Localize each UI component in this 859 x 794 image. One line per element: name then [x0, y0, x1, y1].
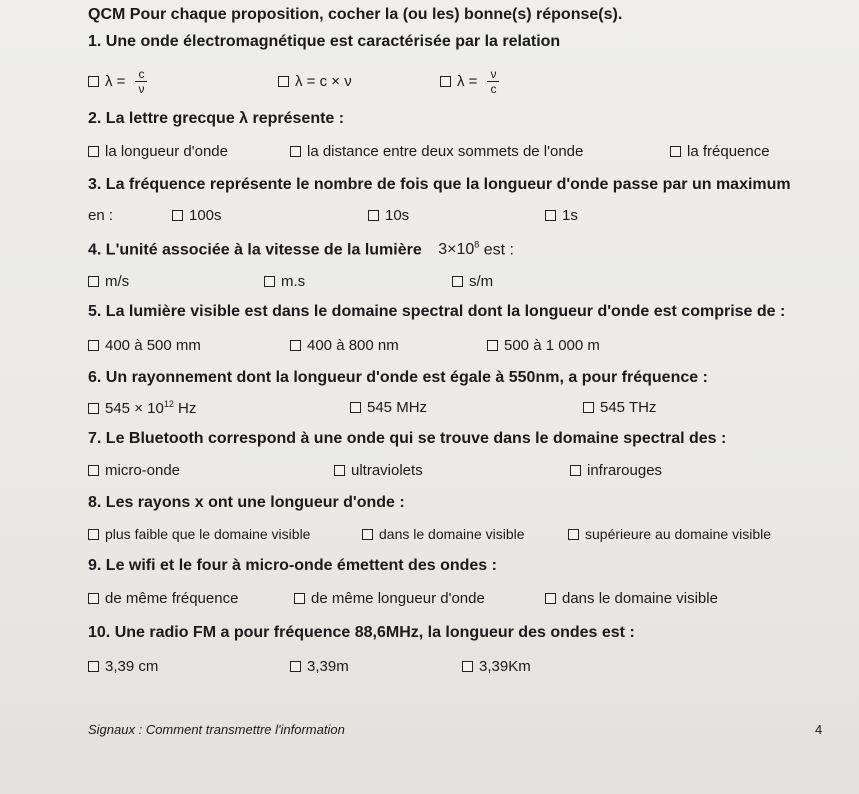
value-base: 545 × 10 — [105, 400, 164, 417]
q10-option-3[interactable] — [462, 658, 531, 675]
q10-option-1[interactable] — [88, 658, 158, 675]
q7-option-2[interactable] — [334, 462, 423, 479]
q4-option-2[interactable] — [264, 273, 305, 290]
option-label: de même fréquence — [105, 590, 239, 607]
expression-base: 3×10 — [438, 241, 475, 259]
q3-prefix — [88, 207, 113, 224]
checkbox[interactable] — [88, 465, 99, 476]
checkbox[interactable] — [362, 529, 373, 540]
fraction-numerator: ν — [490, 67, 497, 81]
value-exponent: 12 — [163, 399, 174, 409]
option-label: λ = — [105, 73, 126, 90]
checkbox[interactable] — [278, 76, 289, 87]
q6-option-3[interactable] — [583, 399, 656, 416]
option-label: λ = c × ν — [295, 73, 352, 90]
checkbox[interactable] — [568, 529, 579, 540]
checkbox[interactable] — [452, 276, 463, 287]
q6-option-2[interactable] — [350, 399, 427, 416]
q6-option-1[interactable] — [88, 399, 196, 417]
question-3: 3. La fréquence représente le nombre de fois que la longueur d'onde passe par un maximum — [88, 176, 791, 193]
fraction-denominator: c — [490, 82, 497, 96]
q7-option-3[interactable] — [570, 462, 662, 479]
q5-option-1[interactable] — [88, 337, 201, 354]
option-label: la fréquence — [687, 143, 770, 160]
option-label: 400 à 800 nm — [307, 337, 399, 354]
option-label: 1s — [562, 207, 578, 224]
option-label: infrarouges — [587, 462, 663, 479]
question-2: 2. La lettre grecque λ représente : — [88, 110, 345, 127]
checkbox[interactable] — [88, 403, 99, 414]
question-9: 9. Le wifi et le four à micro-onde émettent des ondes : — [88, 557, 497, 574]
checkbox[interactable] — [368, 210, 379, 221]
q1-option-2[interactable] — [278, 73, 352, 90]
checkbox[interactable] — [583, 402, 594, 413]
option-label: m.s — [281, 273, 306, 290]
option-label: 3,39Km — [479, 658, 531, 675]
option-label — [105, 399, 196, 417]
expression-exponent: 8 — [474, 240, 480, 250]
option-label: 10s — [385, 207, 410, 224]
prefix-label: en : — [88, 207, 114, 224]
option-label: la longueur d'onde — [105, 143, 228, 160]
checkbox[interactable] — [487, 340, 498, 351]
fraction-denominator: ν — [138, 82, 145, 96]
option-label: supérieure au domaine visible — [585, 526, 771, 542]
q4-option-1[interactable] — [88, 273, 129, 290]
option-label: micro-onde — [105, 462, 181, 479]
option-label: dans le domaine visible — [562, 590, 718, 607]
q2-option-3[interactable] — [670, 143, 770, 160]
q3-option-2[interactable] — [368, 207, 409, 224]
checkbox[interactable] — [334, 465, 345, 476]
q9-option-1[interactable] — [88, 590, 238, 607]
q5-option-2[interactable] — [290, 337, 399, 354]
option-label: 3,39 cm — [105, 658, 159, 675]
question-5: 5. La lumière visible est dans le domaine spectral dont la longueur d'onde est comprise de : — [88, 303, 786, 320]
question-7: 7. Le Bluetooth correspond à une onde qui se trouve dans le domaine spectral des : — [88, 430, 727, 447]
checkbox[interactable] — [350, 402, 361, 413]
value-unit: Hz — [178, 400, 197, 417]
checkbox[interactable] — [440, 76, 451, 87]
question-8: 8. Les rayons x ont une longueur d'onde : — [88, 494, 405, 511]
speed-expression — [438, 241, 479, 258]
option-label: 100s — [189, 207, 222, 224]
q8-option-2[interactable] — [362, 526, 525, 542]
checkbox[interactable] — [88, 276, 99, 287]
fraction-numerator: c — [138, 67, 145, 81]
question-text: 4. L'unité associée à la vitesse de la lumière — [88, 241, 422, 259]
option-label: plus faible que le domaine visible — [105, 526, 311, 542]
option-label: la distance entre deux sommets de l'onde — [307, 143, 584, 160]
q9-option-3[interactable] — [545, 590, 718, 607]
question-text-end: est : — [483, 241, 514, 259]
checkbox[interactable] — [290, 146, 301, 157]
page-title: QCM Pour chaque proposition, cocher la (ou les) bonne(s) réponse(s). — [88, 6, 623, 23]
option-label: de même longueur d'onde — [311, 590, 485, 607]
checkbox[interactable] — [462, 661, 473, 672]
checkbox[interactable] — [88, 76, 99, 87]
checkbox[interactable] — [290, 340, 301, 351]
checkbox[interactable] — [88, 340, 99, 351]
q4-option-3[interactable] — [452, 273, 493, 290]
checkbox[interactable] — [570, 465, 581, 476]
option-label: 3,39m — [307, 658, 349, 675]
q3-option-3[interactable] — [545, 207, 578, 224]
q2-option-2[interactable] — [290, 143, 583, 160]
fraction — [487, 68, 499, 95]
q1-option-3[interactable] — [440, 68, 499, 95]
checkbox[interactable] — [88, 593, 99, 604]
question-6: 6. Un rayonnement dont la longueur d'onde est égale à 550nm, a pour fréquence : — [88, 369, 708, 386]
option-label: 400 à 500 mm — [105, 337, 201, 354]
q10-option-2[interactable] — [290, 658, 349, 675]
q1-option-1[interactable] — [88, 68, 147, 95]
q8-option-1[interactable] — [88, 526, 310, 542]
option-label: dans le domaine visible — [379, 526, 525, 542]
checkbox[interactable] — [88, 529, 99, 540]
option-label: λ = — [457, 73, 478, 90]
option-label: ultraviolets — [351, 462, 423, 479]
checkbox[interactable] — [294, 593, 305, 604]
question-1: 1. Une onde électromagnétique est caractérisée par la relation — [88, 33, 561, 50]
question-10: 10. Une radio FM a pour fréquence 88,6MHz, la longueur des ondes est : — [88, 624, 635, 641]
option-label: 545 MHz — [367, 399, 428, 416]
q2-option-1[interactable] — [88, 143, 228, 160]
question-4 — [88, 240, 514, 259]
checkbox[interactable] — [88, 146, 99, 157]
q5-option-3[interactable] — [487, 337, 600, 354]
option-label: 545 THz — [600, 399, 657, 416]
checkbox[interactable] — [545, 210, 556, 221]
option-label: s/m — [469, 273, 494, 290]
q9-option-2[interactable] — [294, 590, 485, 607]
checkbox[interactable] — [545, 593, 556, 604]
checkbox[interactable] — [264, 276, 275, 287]
q3-option-1[interactable] — [172, 207, 222, 224]
checkbox[interactable] — [670, 146, 681, 157]
q8-option-3[interactable] — [568, 526, 771, 542]
checkbox[interactable] — [88, 661, 99, 672]
page-number: 4 — [815, 722, 823, 737]
checkbox[interactable] — [172, 210, 183, 221]
fraction — [135, 68, 147, 95]
option-label: m/s — [105, 273, 130, 290]
option-label: 500 à 1 000 m — [504, 337, 600, 354]
q7-option-1[interactable] — [88, 462, 180, 479]
footer-chapter: Signaux : Comment transmettre l'information — [88, 722, 345, 737]
checkbox[interactable] — [290, 661, 301, 672]
